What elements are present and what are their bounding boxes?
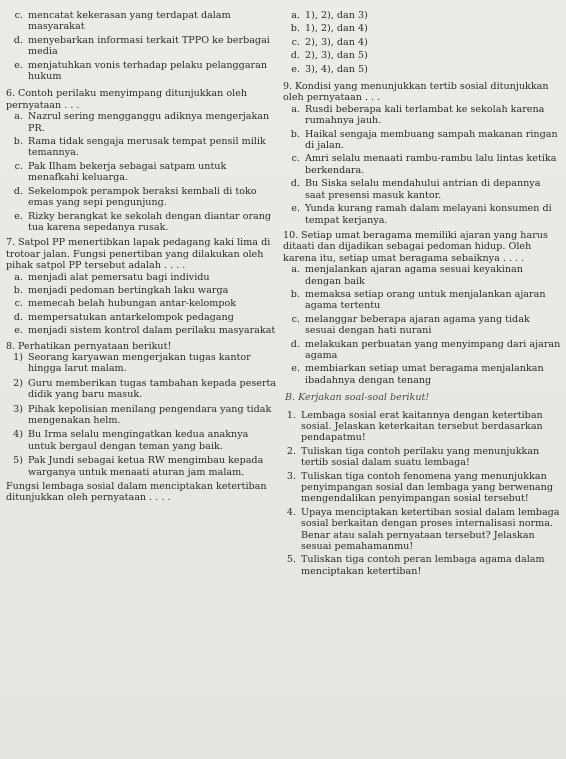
- option-e: [6, 60, 278, 83]
- essay-question-4: [283, 507, 561, 553]
- question-number: 9.: [283, 81, 293, 93]
- option-c: [6, 298, 278, 309]
- option-c: [283, 314, 561, 337]
- statement-number: 2): [13, 377, 23, 389]
- statement-number: 3): [13, 403, 23, 415]
- essay-number: 4.: [286, 506, 296, 518]
- question-number: 8.: [6, 340, 16, 352]
- essay-question-2: [283, 446, 561, 469]
- statement-3: [6, 404, 278, 427]
- option-text: Haikal sengaja membuang sampah makanan ringan di jalan.: [305, 128, 558, 152]
- option-letter: d.: [13, 34, 23, 46]
- statement-text: Bu Irma selalu mengingatkan kedua anaknya untuk bergaul dengan teman yang baik.: [28, 429, 249, 452]
- question-7: [6, 237, 278, 336]
- option-b: [283, 129, 561, 152]
- option-d: [283, 339, 561, 362]
- option-letter: c.: [291, 313, 300, 325]
- option-letter: d.: [290, 50, 300, 62]
- option-letter: e.: [291, 63, 300, 75]
- option-text: Rizky berangkat ke sekolah dengan diantar orang tua karena sepedanya rusak.: [28, 210, 272, 233]
- option-letter: c.: [14, 298, 23, 310]
- option-c: [283, 37, 561, 48]
- option-e: [6, 211, 278, 234]
- option-text: Sekelompok perampok beraksi kembali di toko emas yang sepi pengunjung.: [28, 185, 257, 209]
- question-number: 6.: [6, 88, 16, 100]
- option-text: menjadi pedoman bertingkah laku warga: [28, 284, 229, 296]
- option-a: [6, 111, 278, 134]
- option-letter: e.: [291, 203, 300, 215]
- essay-number: 2.: [286, 445, 296, 457]
- option-text: memecah belah hubungan antar-kelompok: [28, 298, 237, 310]
- question-number: 7.: [6, 237, 16, 249]
- option-letter: b.: [290, 128, 300, 140]
- option-text: 1), 2), dan 3): [305, 10, 368, 21]
- option-text: menjalankan ajaran agama sesuai keyakinan dengan baik: [305, 264, 523, 287]
- option-text: 3), 4), dan 5): [305, 63, 368, 75]
- option-c: [6, 161, 278, 184]
- option-text: menjatuhkan vonis terhadap pelaku pelanggaran hukum: [28, 59, 268, 83]
- option-letter: b.: [290, 288, 300, 300]
- essay-question-1: [283, 410, 561, 444]
- essay-number: 5.: [286, 554, 296, 566]
- option-text: Rusdi beberapa kali terlambat ke sekolah karena rumahnya jauh.: [305, 103, 545, 127]
- option-letter: b.: [13, 136, 23, 148]
- option-text: mencatat kekerasan yang terdapat dalam masyarakat: [28, 10, 231, 33]
- option-letter: a.: [291, 10, 300, 21]
- option-e: [283, 203, 561, 226]
- essay-text: Tuliskan tiga contoh fenomena yang menunjukkan penyimpangan sosial dan lembaga yang berwenang mengendalikan penyimpangan sosial tersebut!: [301, 470, 553, 505]
- option-text: 1), 2), dan 4): [305, 23, 368, 35]
- option-text: menjadi alat pemersatu bagi individu: [28, 271, 210, 283]
- option-d: [6, 35, 278, 58]
- option-e: [283, 64, 561, 75]
- option-text: melanggar beberapa ajaran agama yang tidak sesuai dengan hati nurani: [305, 313, 530, 337]
- option-letter: e.: [14, 59, 23, 71]
- option-a: [283, 10, 561, 21]
- question-5-tail: [6, 10, 278, 82]
- question-8-closing: Fungsi lembaga sosial dalam menciptakan ketertiban ditunjukkan oleh pernyataan . . . .: [6, 481, 267, 504]
- right-column: [283, 10, 561, 579]
- essay-number: 1.: [286, 409, 296, 421]
- question-6: [6, 88, 278, 233]
- option-a: [283, 264, 561, 287]
- option-text: Pak Ilham bekerja sebagai satpam untuk menafkahi keluarga.: [28, 160, 227, 184]
- statement-text: Seorang karyawan mengerjakan tugas kantor hingga larut malam.: [28, 351, 251, 375]
- option-text: 2), 3), dan 4): [305, 36, 368, 48]
- option-letter: d.: [290, 178, 300, 190]
- option-letter: d.: [13, 311, 23, 323]
- option-text: Rama tidak sengaja merusak tempat pensil milik temannya.: [28, 136, 266, 159]
- option-d: [283, 50, 561, 61]
- option-text: menyebarkan informasi terkait TPPO ke berbagai media: [28, 34, 270, 58]
- question-number: 10.: [283, 229, 299, 241]
- essay-question-3: [283, 471, 561, 505]
- option-letter: d.: [13, 185, 23, 197]
- option-text: Nazrul sering mengganggu adiknya mengerjakan PR.: [28, 111, 270, 134]
- option-c: [6, 10, 278, 33]
- option-b: [6, 285, 278, 296]
- option-letter: d.: [290, 338, 300, 350]
- option-letter: c.: [14, 160, 23, 172]
- statement-text: Guru memberikan tugas tambahan kepada peserta didik yang baru masuk.: [28, 377, 277, 401]
- option-e: [283, 363, 561, 386]
- option-a: [6, 272, 278, 283]
- option-d: [283, 178, 561, 201]
- option-letter: e.: [14, 325, 23, 337]
- option-text: Yunda kurang ramah dalam melayani konsumen di tempat kerjanya.: [305, 203, 552, 226]
- left-column: [6, 10, 278, 508]
- statement-number: 1): [13, 351, 23, 363]
- option-text: mempersatukan antarkelompok pedagang: [28, 311, 234, 323]
- statement-number: 4): [13, 429, 23, 441]
- option-letter: a.: [291, 264, 300, 276]
- option-a: [283, 104, 561, 127]
- option-letter: c.: [291, 36, 300, 48]
- option-letter: c.: [14, 10, 23, 21]
- option-b: [283, 289, 561, 312]
- option-letter: a.: [14, 271, 23, 283]
- statement-text: Pak Jundi sebagai ketua RW mengimbau kepada warganya untuk menaati aturan jam malam.: [28, 455, 264, 478]
- statement-number: 5): [13, 455, 23, 467]
- essay-text: Upaya menciptakan ketertiban sosial dalam lembaga sosial berkaitan dengan proses internalisasi norma. Benar atau salah pernyataan tersebut? Jelaskan sesuai pemahamanmu!: [301, 506, 560, 553]
- option-text: melakukan perbuatan yang menyimpang dari ajaran agama: [305, 338, 561, 361]
- option-b: [6, 136, 278, 159]
- question-stem: Perhatikan pernyataan berikut!: [18, 340, 172, 352]
- question-stem: Contoh perilaku menyimpang ditunjukkan oleh pernyataan . . .: [6, 88, 248, 111]
- option-text: memaksa setiap orang untuk menjalankan ajaran agama tertentu: [305, 288, 546, 312]
- question-stem: Kondisi yang menunjukkan tertib sosial ditunjukkan oleh pernyataan . . .: [283, 81, 549, 104]
- option-text: menjadi sistem kontrol dalam perilaku masyarakat: [28, 325, 276, 337]
- option-letter: c.: [291, 153, 300, 165]
- option-text: membiarkan setiap umat beragama menjalankan ibadahnya dengan tenang: [305, 363, 544, 386]
- option-d: [6, 186, 278, 209]
- option-letter: e.: [14, 210, 23, 222]
- statement-1: [6, 352, 278, 375]
- essay-text: Lembaga sosial erat kaitannya dengan ketertiban sosial. Jelaskan keterkaitan tersebut berdasarkan pendapatmu!: [301, 409, 543, 444]
- question-stem: Setiap umat beragama memiliki ajaran yang harus ditaati dan dijadikan sebagai pedoman hidup. Oleh karena itu, setiap umat beragama sebaiknya . . . .: [283, 229, 548, 264]
- question-10: [283, 230, 561, 386]
- option-letter: a.: [291, 103, 300, 115]
- option-d: [6, 312, 278, 323]
- option-c: [283, 153, 561, 176]
- option-e: [6, 325, 278, 336]
- section-b-heading: B. Kerjakan soal-soal berikut!: [285, 392, 430, 404]
- option-letter: b.: [290, 23, 300, 35]
- statement-4: [6, 429, 278, 452]
- statement-2: [6, 378, 278, 401]
- option-letter: b.: [13, 284, 23, 296]
- statement-text: Pihak kepolisian menilang pengendara yang tidak mengenakan helm.: [28, 403, 272, 426]
- option-letter: e.: [291, 363, 300, 375]
- essay-question-5: [283, 554, 561, 577]
- question-stem: Satpol PP menertibkan lapak pedagang kaki lima di trotoar jalan. Fungsi penertiban yang dilakukan oleh pihak satpol PP tersebut adalah . . . .: [6, 237, 271, 272]
- question-9: [283, 81, 561, 226]
- option-b: [283, 23, 561, 34]
- option-text: 2), 3), dan 5): [305, 50, 368, 62]
- essay-text: Tuliskan tiga contoh peran lembaga agama dalam menciptakan ketertiban!: [301, 554, 545, 577]
- essay-number: 3.: [286, 470, 296, 482]
- statement-5: [6, 455, 278, 478]
- question-8-options: [283, 10, 561, 75]
- option-text: Bu Siska selalu mendahului antrian di depannya saat presensi masuk kantor.: [305, 178, 541, 201]
- option-letter: a.: [14, 111, 23, 123]
- option-text: Amri selalu menaati rambu-rambu lalu lintas ketika berkendara.: [305, 153, 557, 176]
- question-8: [6, 341, 278, 504]
- essay-questions: [283, 410, 561, 578]
- essay-text: Tuliskan tiga contoh perilaku yang menunjukkan tertib sosial dalam suatu lembaga!: [301, 445, 540, 469]
